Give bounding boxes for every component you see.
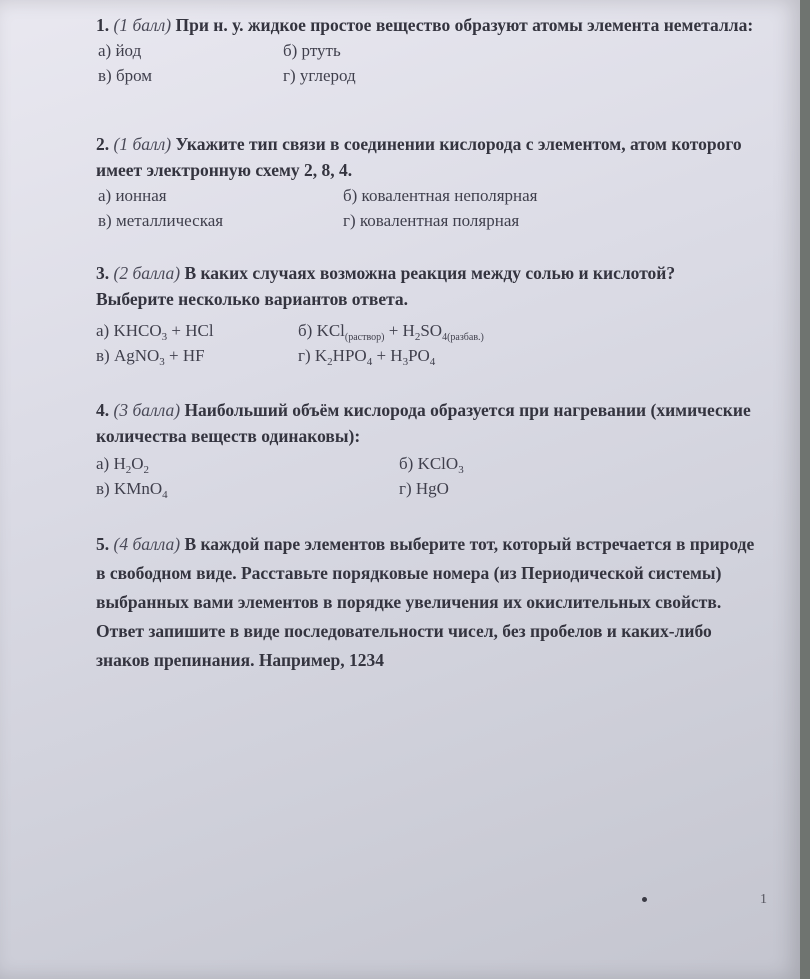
formula-part: O xyxy=(131,454,144,473)
option-c: в) металлическая xyxy=(98,211,224,230)
formula-part: KMnO xyxy=(113,479,163,498)
option-b: б) ковалентная неполярная xyxy=(343,186,538,205)
option-a: а) ионная xyxy=(98,186,167,205)
option-c xyxy=(96,343,205,375)
question-points: (1 балл) xyxy=(113,134,172,154)
formula-subscript: 2 xyxy=(143,464,150,476)
option-d xyxy=(399,476,449,501)
formula-subscript: 3 xyxy=(161,331,168,343)
option-a: а) йод xyxy=(98,41,142,60)
option-c: в) бром xyxy=(98,66,153,85)
question-text: Наибольший объём кислорода образуется при нагревании (химические количества веществ одинаковы): xyxy=(96,400,751,446)
question-2-title xyxy=(96,131,756,183)
question-text: В каких случаях возможна реакция между солью и кислотой? Выберите несколько вариантов ответа. xyxy=(96,263,676,309)
formula-part: + H xyxy=(372,346,403,365)
question-4-options xyxy=(96,451,756,501)
question-1 xyxy=(96,12,756,88)
formula-part: HgO xyxy=(415,479,449,498)
formula-part: H xyxy=(113,454,126,473)
formula-subscript: 2 xyxy=(414,331,421,343)
ink-dot xyxy=(642,897,647,902)
question-2-options xyxy=(96,183,756,233)
formula-part: + HF xyxy=(164,346,205,365)
question-number: 1. xyxy=(96,15,110,35)
question-3 xyxy=(96,260,756,368)
question-1-title xyxy=(96,12,756,38)
question-number: 3. xyxy=(96,263,110,283)
question-5-title xyxy=(96,530,756,675)
formula-part: KHCO xyxy=(113,321,162,340)
formula-part: PO xyxy=(408,346,430,365)
option-letter: г) xyxy=(399,479,416,498)
formula-subscript: 4 xyxy=(366,356,373,368)
formula-subscript: 4(разбав.) xyxy=(442,332,484,343)
formula-subscript: 3 xyxy=(458,464,464,476)
question-1-options xyxy=(96,38,756,88)
formula-subscript: 4 xyxy=(429,356,436,368)
formula-part: KCl xyxy=(316,321,345,340)
option-c xyxy=(96,476,168,508)
formula-part: HPO xyxy=(332,346,367,365)
option-letter: в) xyxy=(96,479,114,498)
question-text: При н. у. жидкое простое вещество образуют атомы элемента неметалла: xyxy=(175,15,754,35)
option-letter: б) xyxy=(399,454,418,473)
option-d xyxy=(298,343,435,375)
formula-part: SO xyxy=(420,321,443,340)
formula-part: + HCl xyxy=(167,321,214,340)
formula-subscript: (раствор) xyxy=(344,332,385,343)
formula-subscript: 3 xyxy=(402,356,409,368)
option-letter: а) xyxy=(96,454,114,473)
option-letter: а) xyxy=(96,321,114,340)
formula-part: AgNO xyxy=(113,346,160,365)
question-number: 2. xyxy=(96,134,110,154)
formula-part: K xyxy=(314,346,328,365)
question-4 xyxy=(96,397,756,501)
question-points: (2 балла) xyxy=(113,263,181,283)
option-d: г) углерод xyxy=(283,66,356,85)
question-2 xyxy=(96,131,756,233)
formula-subscript: 3 xyxy=(159,356,165,368)
formula-part: KClO xyxy=(417,454,459,473)
question-3-title xyxy=(96,260,756,312)
question-text: В каждой паре элементов выберите тот, который встречается в природе в свободном виде. Расставьте порядковые номера (из Периодической системы) выбранных вами элементов в порядке увеличения их окислительных свойств. Ответ запишите в виде последовательности чисел, без пробелов и каких-либо знаков препинания. Например, 1234 xyxy=(96,534,755,670)
question-3-options xyxy=(96,318,756,368)
formula-part: + H xyxy=(384,321,415,340)
formula-subscript: 2 xyxy=(327,356,333,368)
question-text: Укажите тип связи в соединении кислорода с элементом, атом которого имеет электронную схему 2, 8, 4. xyxy=(96,134,742,180)
question-points: (4 балла) xyxy=(113,534,181,554)
question-4-title xyxy=(96,397,756,449)
question-5 xyxy=(96,530,756,675)
option-letter: г) xyxy=(298,346,315,365)
page-number: 1 xyxy=(760,892,767,907)
formula-subscript: 2 xyxy=(125,464,132,476)
option-letter: б) xyxy=(298,321,317,340)
option-d: г) ковалентная полярная xyxy=(343,211,520,230)
question-points: (3 балла) xyxy=(113,400,181,420)
option-letter: в) xyxy=(96,346,114,365)
formula-subscript: 4 xyxy=(162,489,168,501)
option-b: б) ртуть xyxy=(283,41,341,60)
question-points: (1 балл) xyxy=(113,15,172,35)
question-number: 4. xyxy=(96,400,110,420)
question-number: 5. xyxy=(96,534,110,554)
